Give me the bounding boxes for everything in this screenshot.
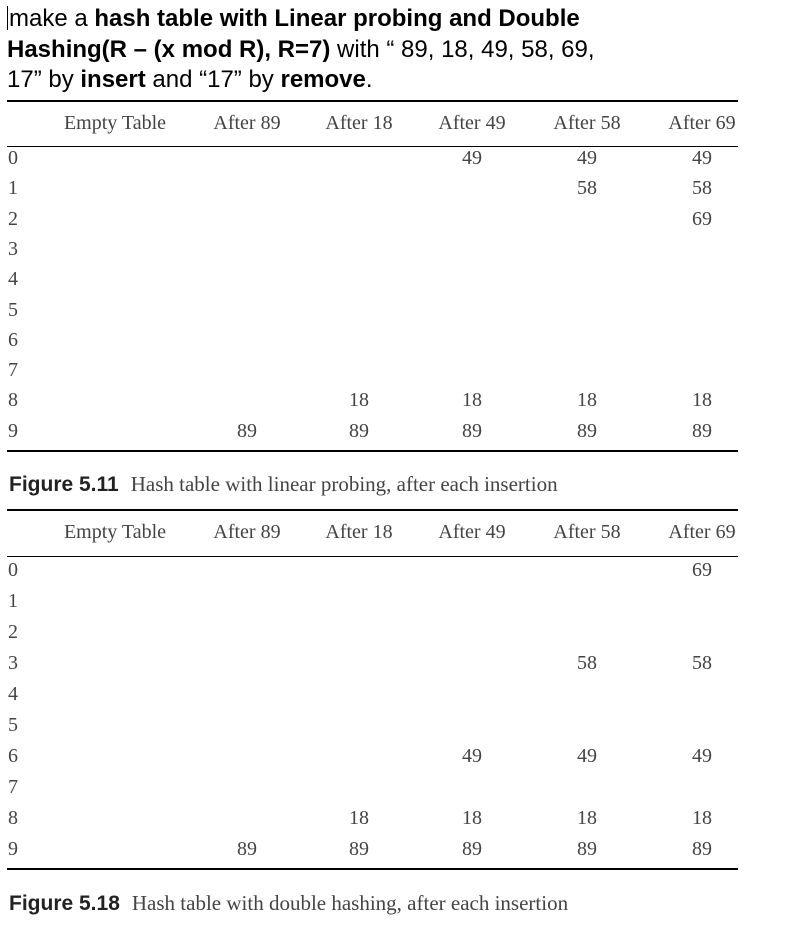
prompt-text: make a: [9, 5, 95, 32]
table-cell: 89: [462, 838, 482, 860]
row-index: 6: [8, 745, 18, 767]
table-cell: 18: [692, 389, 712, 412]
table-cell: 89: [462, 419, 482, 442]
column-header: After 89: [213, 521, 281, 543]
row-index: 0: [8, 147, 18, 169]
table-row: [7, 590, 738, 618]
row-index: 3: [8, 652, 18, 674]
table-cell: 18: [462, 389, 482, 412]
row-index: 8: [8, 807, 18, 829]
row-index: 9: [8, 419, 18, 442]
column-header: After 18: [325, 112, 393, 134]
table-row: [7, 177, 738, 205]
table-header: [7, 112, 738, 142]
column-header: After 58: [553, 112, 621, 134]
row-index: 3: [8, 237, 18, 260]
table-cell: 89: [692, 838, 712, 860]
row-index: 4: [8, 683, 18, 705]
column-header: After 69: [668, 112, 736, 134]
column-header: After 69: [668, 521, 736, 543]
row-index: 9: [8, 838, 18, 860]
table-cell: 18: [577, 807, 597, 829]
row-index: 0: [8, 559, 18, 581]
prompt-text: and “17” by: [145, 66, 281, 93]
table-cell: 18: [692, 807, 712, 829]
table-cell: 89: [349, 838, 369, 860]
table-cell: 49: [462, 147, 482, 169]
prompt-text: .: [365, 66, 373, 93]
row-index: 7: [8, 776, 18, 798]
column-header: After 49: [438, 112, 506, 134]
table-top-rule: [7, 509, 738, 511]
table-row: [7, 807, 738, 835]
linear-probing-table: [7, 100, 738, 453]
table-bottom-rule: [7, 450, 738, 452]
table-top-rule: [7, 100, 738, 102]
table-cell: 58: [692, 177, 712, 200]
table-cell: 89: [577, 838, 597, 860]
figure-caption-5-11: [9, 472, 558, 497]
column-header: After 49: [438, 521, 506, 543]
table-cell: 49: [577, 147, 597, 169]
row-index: 7: [8, 359, 18, 382]
prompt-text: with “ 89, 18, 49, 58, 69,: [330, 35, 595, 63]
row-index: 2: [8, 207, 18, 230]
table-row: [7, 329, 738, 357]
text-cursor: [7, 6, 8, 30]
caption-text: Hash table with double hashing, after each insertion: [131, 891, 569, 915]
table-cell: 49: [462, 745, 482, 767]
table-bottom-rule: [7, 868, 738, 870]
caption-text: Hash table with linear probing, after each insertion: [130, 472, 558, 496]
figure-number: Figure 5.11: [9, 473, 119, 496]
column-header: Empty Table: [63, 112, 167, 134]
table-cell: 58: [577, 177, 597, 200]
table-row: [7, 420, 738, 448]
table-cell: 49: [692, 147, 712, 169]
table-cell: 49: [692, 745, 712, 767]
table-row: [7, 776, 738, 804]
column-header: Empty Table: [63, 521, 167, 543]
prompt-bold: hash table with Linear probing and Double: [94, 5, 580, 32]
prompt-bold: insert: [80, 66, 146, 93]
prompt-bold: Hashing(R – (x mod R), R=7): [7, 35, 331, 63]
table-row: [7, 268, 738, 296]
table-row: [7, 621, 738, 649]
table-row: [7, 838, 738, 866]
table-cell: 89: [237, 419, 257, 442]
table-row: [7, 147, 738, 175]
row-index: 1: [8, 177, 18, 200]
prompt-bold: remove: [280, 66, 366, 93]
row-index: 5: [8, 714, 18, 736]
header-rule: [7, 556, 738, 557]
table-row: [7, 683, 738, 711]
table-row: [7, 652, 738, 680]
table-cell: 18: [349, 389, 369, 412]
table-row: [7, 208, 738, 236]
figure-caption-5-18: [9, 891, 568, 916]
table-cell: 58: [692, 652, 712, 674]
table-row: [7, 745, 738, 773]
table-row: [7, 238, 738, 266]
table-cell: 89: [349, 419, 369, 442]
row-index: 4: [8, 268, 18, 291]
table-row: [7, 559, 738, 587]
prompt-text: 17” by: [7, 66, 81, 93]
double-hashing-table: [7, 509, 738, 871]
table-cell: 18: [462, 807, 482, 829]
row-index: 6: [8, 328, 18, 351]
column-header: After 89: [213, 112, 281, 134]
column-header: After 18: [325, 521, 393, 543]
column-header: After 58: [553, 521, 621, 543]
question-prompt: [7, 4, 787, 96]
table-header: [7, 521, 738, 551]
figure-number: Figure 5.18: [9, 892, 120, 915]
table-cell: 89: [692, 419, 712, 442]
table-cell: 18: [349, 807, 369, 829]
table-cell: 49: [577, 745, 597, 767]
table-cell: 69: [692, 207, 712, 230]
table-cell: 89: [237, 838, 257, 860]
row-index: 5: [8, 298, 18, 321]
table-cell: 89: [577, 419, 597, 442]
table-cell: 58: [577, 652, 597, 674]
table-cell: 69: [692, 559, 712, 581]
row-index: 8: [8, 389, 18, 412]
table-cell: 18: [577, 389, 597, 412]
table-row: [7, 359, 738, 387]
row-index: 2: [8, 621, 18, 643]
table-row: [7, 389, 738, 417]
row-index: 1: [8, 590, 18, 612]
table-row: [7, 299, 738, 327]
table-row: [7, 714, 738, 742]
